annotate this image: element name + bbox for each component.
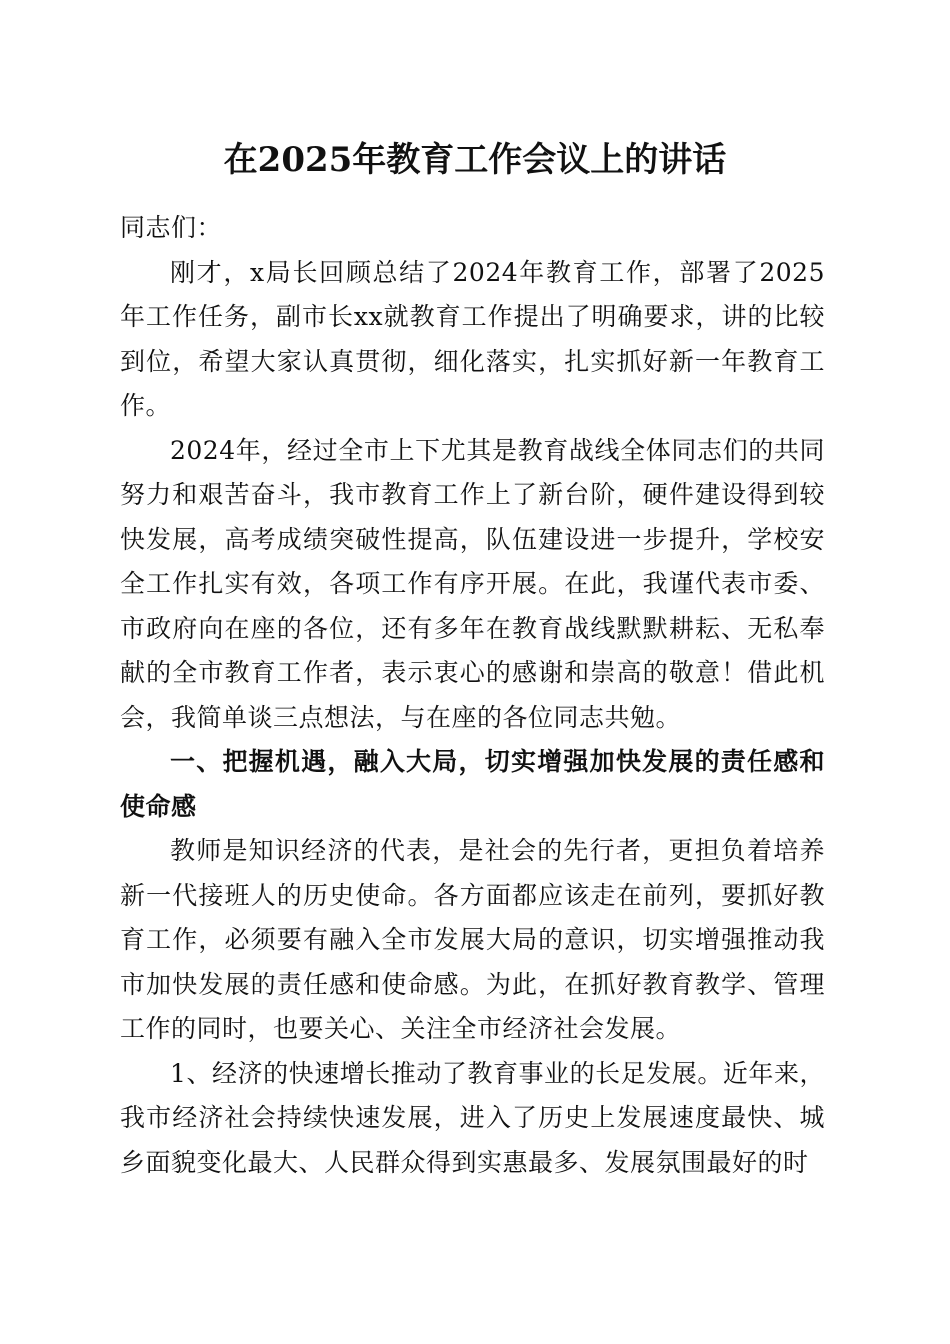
document-body — [120, 206, 825, 1185]
section-heading: 一、把握机遇，融入大局，切实增强加快发展的责任感和使命感 — [120, 747, 825, 821]
salutation: 同志们： — [120, 213, 223, 242]
paragraph-review-2024: 2024年，经过全市上下尤其是教育战线全体同志们的共同努力和艰苦奋斗，我市教育工作上了新台阶，硬件建设得到较快发展，高考成绩突破性提高，队伍建设进一步提升，学校安全工作扎实有效，各项工作有序开展。在此，我谨代表市委、市政府向在座的各位，还有多年在教育战线默默耕耘、无私奉献的全市教育工作者，表示衷心的感谢和崇高的敬意！借此机会，我简单谈三点想法，与在座的各位同志共勉。 — [120, 435, 825, 732]
paragraph-teachers: 教师是知识经济的代表，是社会的先行者，更担负着培养新一代接班人的历史使命。各方面都应该走在前列，要抓好教育工作，必须要有融入全市发展大局的意识，切实增强推动我市加快发展的责任感和使命感。为此，在抓好教育教学、管理工作的同时，也要关心、关注全市经济社会发展。 — [120, 836, 825, 1043]
paragraph-opening: 刚才，x局长回顾总结了2024年教育工作，部署了2025年工作任务，副市长xx就教育工作提出了明确要求，讲的比较到位，希望大家认真贯彻，细化落实，扎实抓好新一年教育工作。 — [120, 257, 825, 420]
paragraph-economy: 1、经济的快速增长推动了教育事业的长足发展。近年来，我市经济社会持续快速发展，进入了历史上发展速度最快、城乡面貌变化最大、人民群众得到实惠最多、发展氛围最好的时 — [120, 1058, 825, 1177]
document-title: 在2025年教育工作会议上的讲话 — [223, 140, 727, 180]
